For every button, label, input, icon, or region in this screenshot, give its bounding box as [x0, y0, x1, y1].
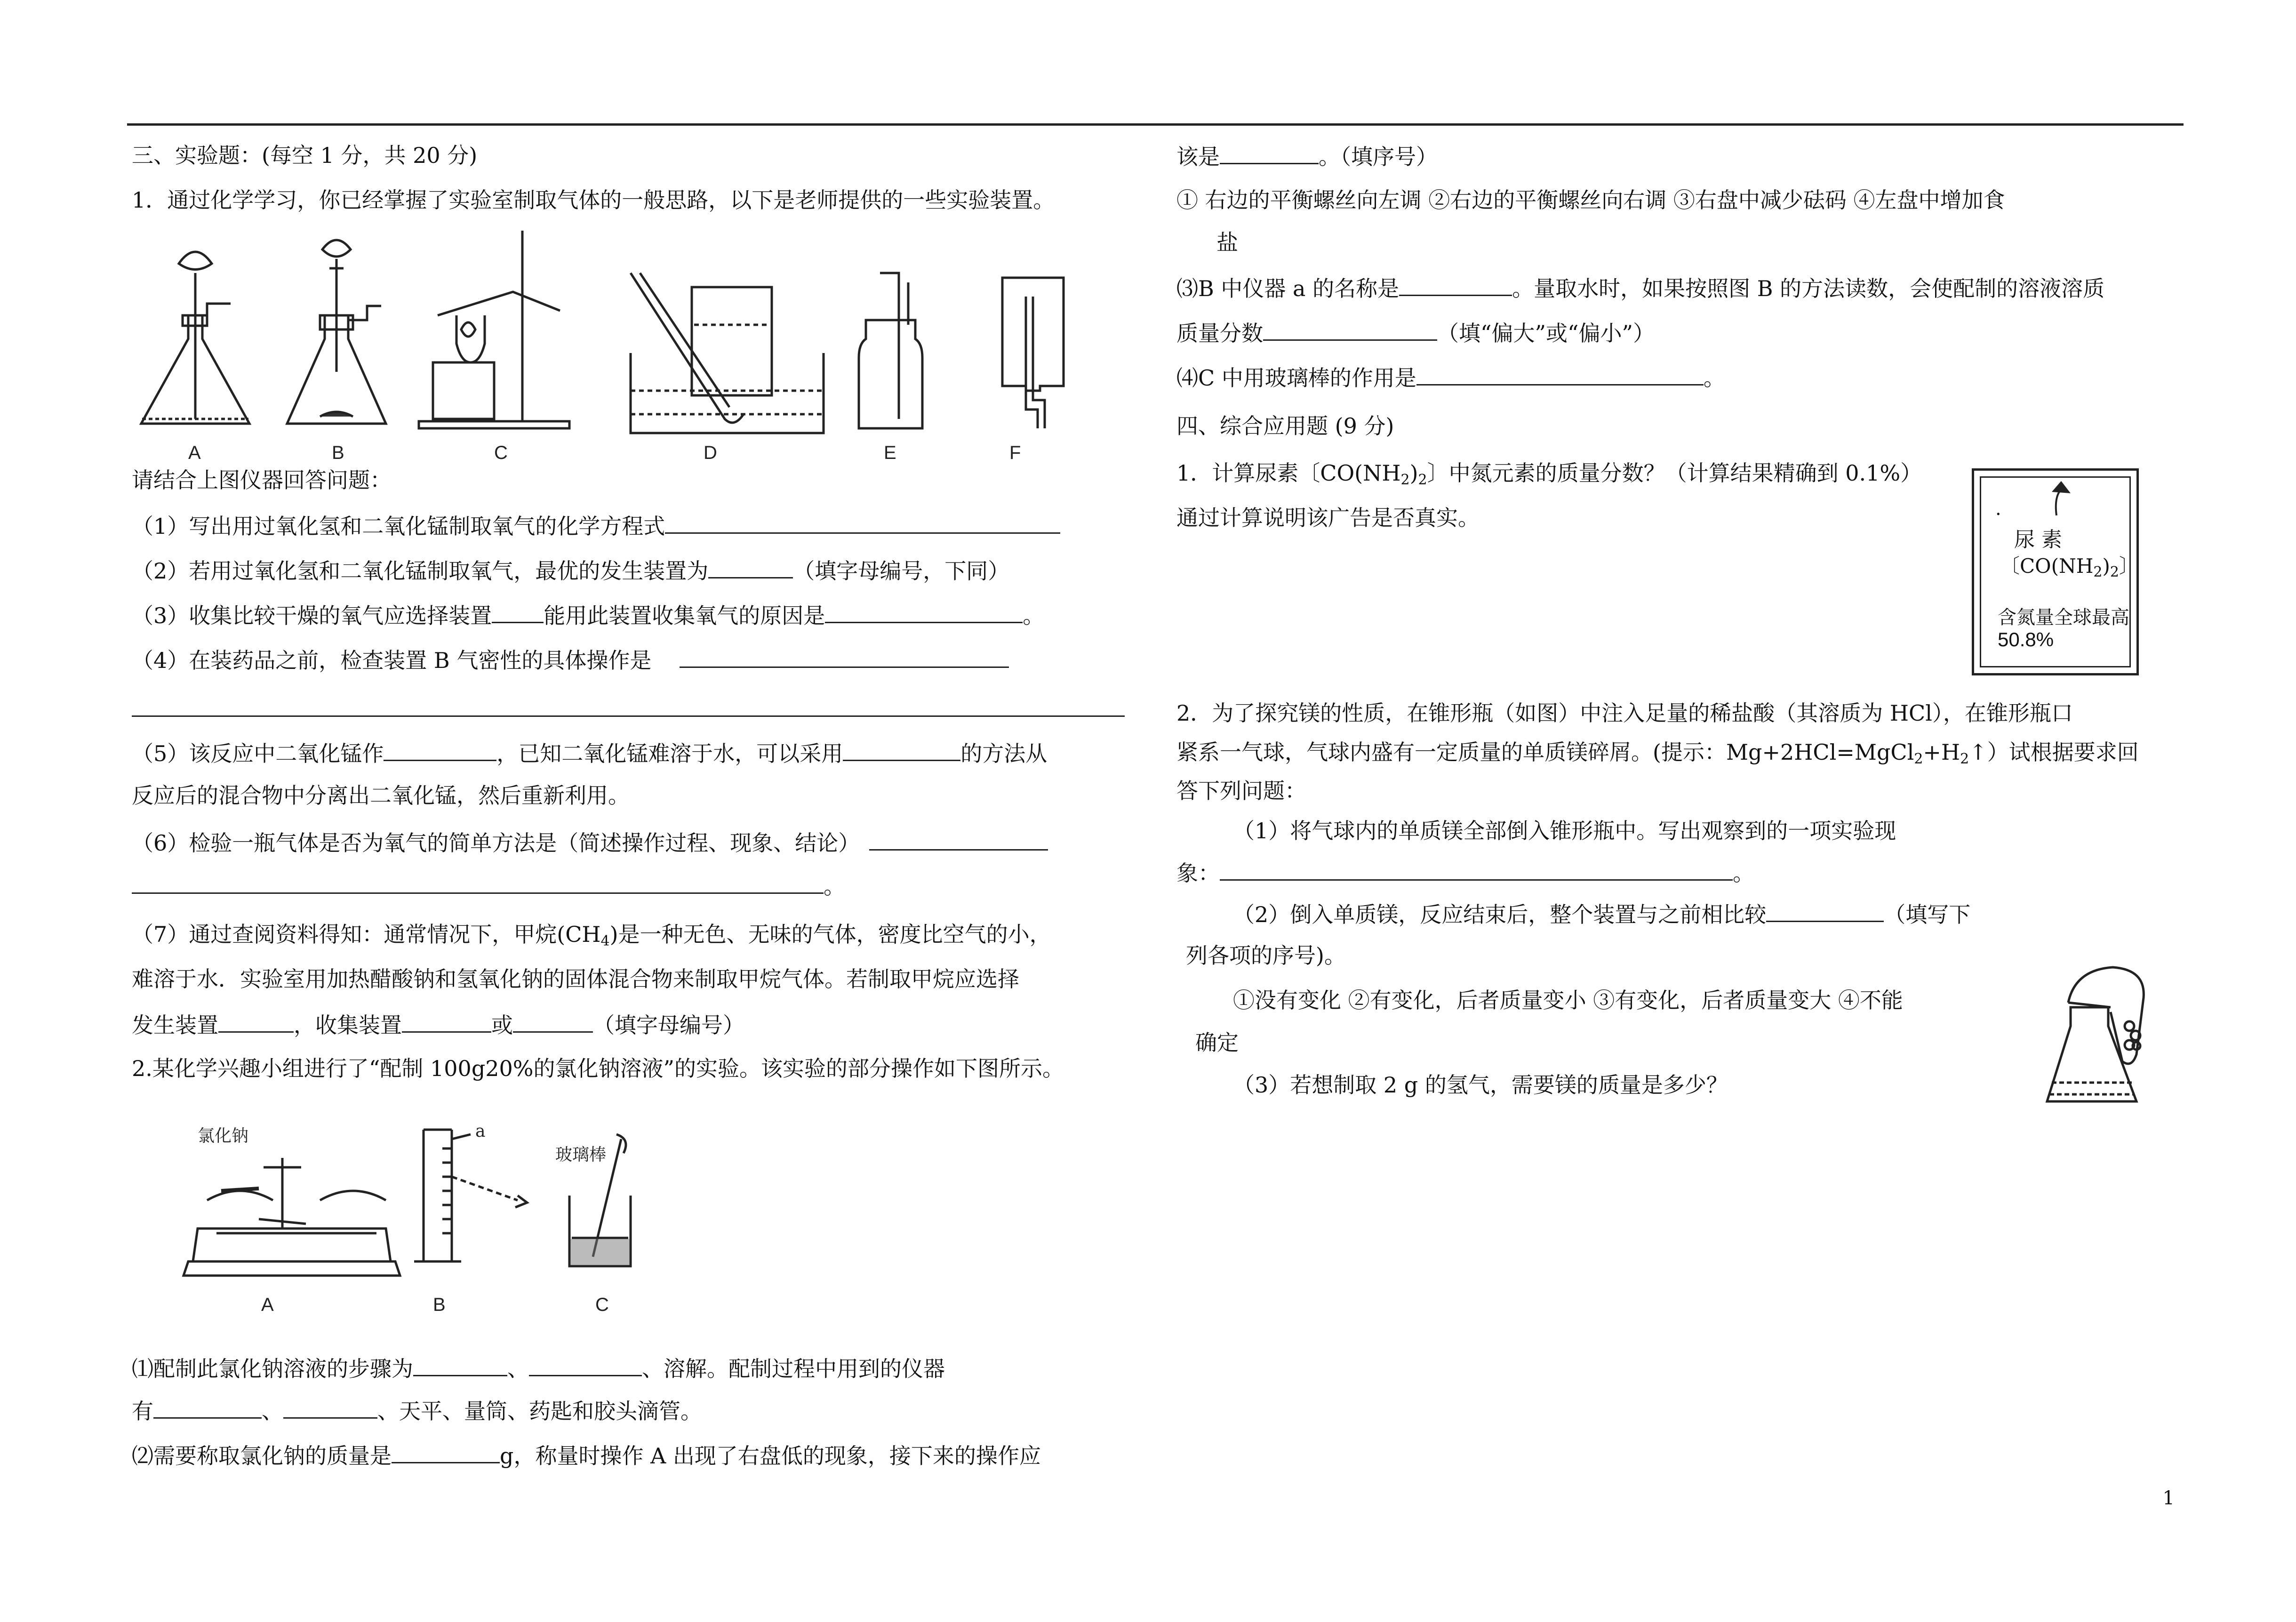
q1-4: （4）在装药品之前，检查装置 B 气密性的具体操作是	[132, 645, 1009, 674]
ad-claim: 含氮量全球最高	[1998, 607, 2129, 628]
r1: 该是 。（填序号）	[1176, 141, 1438, 171]
q1-5: （5）该反应中二氧化锰作 ，已知二氧化锰难溶于水，可以采用 的方法从	[132, 738, 1047, 768]
answer-blank[interactable]	[283, 1396, 377, 1419]
apparatus-b	[287, 240, 386, 424]
s4-q2-2: （2）倒入单质镁，反应结束后，整个装置与之前相比较 （填写下	[1233, 899, 1970, 929]
answer-blank[interactable]	[153, 1396, 262, 1419]
instrument-a-label: a	[475, 1122, 486, 1141]
apparatus-d	[631, 273, 824, 433]
s4-q2-1: （1）将气球内的单质镁全部倒入锥形瓶中。写出观察到的一项实验现	[1233, 818, 1896, 843]
r3: 盐	[1216, 230, 1238, 255]
urea-ad	[1972, 468, 2139, 675]
label-c: C	[494, 442, 508, 463]
answer-blank[interactable]	[1263, 318, 1437, 341]
answer-blank[interactable]	[413, 1353, 507, 1376]
s4-q1-cont: 通过计算说明该广告是否真实。	[1176, 505, 1480, 530]
s4-q2-1-cont: 象： 。	[1176, 858, 1754, 887]
answer-line[interactable]	[132, 715, 1125, 717]
label-b: B	[332, 442, 344, 463]
section4-title: 四、综合应用题 (9 分)	[1176, 413, 1394, 439]
s4-q2-2-cont: 列各项的序号)。	[1186, 943, 1346, 968]
answer-blank[interactable]	[132, 871, 824, 894]
answer-blank[interactable]	[1416, 362, 1704, 385]
label-e: E	[884, 442, 896, 463]
apparatus-c	[419, 231, 569, 428]
answer-blank[interactable]	[869, 827, 1048, 851]
solution-figure	[179, 1120, 649, 1318]
answer-blank[interactable]	[843, 738, 960, 761]
q1-intro: 1．通过化学学习，你已经掌握了实验室制取气体的一般思路，以下是老师提供的一些实验装置。	[132, 187, 1055, 213]
answer-blank[interactable]	[825, 600, 1023, 623]
s4-q2-options: ①没有变化 ②有变化，后者质量变小 ③有变化，后者质量变大 ④不能	[1233, 988, 1903, 1013]
label-f: F	[1009, 442, 1021, 463]
q1-3: （3）收集比较干燥的氧气应选择装置 能用此装置收集氧气的原因是 。	[132, 600, 1044, 630]
q2-1: ⑴配制此氯化钠溶液的步骤为 、 、溶解。配制过程中用到的仪器	[132, 1353, 945, 1383]
answer-blank[interactable]	[492, 600, 544, 623]
label-d: D	[704, 442, 717, 463]
apparatus-f	[1002, 278, 1064, 428]
page-number: 1	[2162, 1487, 2175, 1509]
label-a: A	[188, 442, 201, 463]
flask-balloon-figure	[2042, 956, 2155, 1111]
q1-1: （1）写出用过氧化氢和二氧化锰制取氧气的化学方程式	[132, 511, 1060, 540]
balance-a	[184, 1158, 400, 1276]
q1-6: （6）检验一瓶气体是否为氧气的简单方法是（简述操作过程、现象、结论）	[132, 827, 1048, 857]
q1-7-cont2: 发生装置 ，收集装置 或 （填字母编号）	[132, 1010, 744, 1039]
r4: ⑶B 中仪器 a 的名称是 。量取水时，如果按照图 B 的方法读数，会使配制的溶液溶质	[1176, 273, 2104, 303]
answer-blank[interactable]	[1220, 858, 1733, 881]
answer-blank[interactable]	[665, 511, 1060, 534]
q2-intro: 2.某化学兴趣小组进行了“配制 100g20%的氯化钠溶液”的实验。该实验的部分操作如下图所示。	[132, 1056, 1064, 1081]
answer-blank[interactable]	[384, 738, 496, 761]
apparatus-e	[859, 273, 922, 428]
q2-2: ⑵需要称取氯化钠的质量是 g，称量时操作 A 出现了右盘低的现象，接下来的操作应	[132, 1440, 1041, 1470]
nacl-label: 氯化钠	[198, 1126, 249, 1146]
label-c: C	[595, 1294, 609, 1315]
q1-6-cont: 。	[132, 871, 845, 900]
label-a: A	[261, 1294, 274, 1315]
ad-value: 50.8%	[1998, 628, 2054, 650]
r5: 质量分数 （填“偏大”或“偏小”）	[1176, 318, 1655, 347]
q1-2: （2）若用过氧化氢和二氧化锰制取氧气，最优的发生装置为 （填字母编号，下同）	[132, 555, 1009, 585]
s4-q2-options-cont: 确定	[1195, 1030, 1239, 1055]
arrow-icon	[2042, 480, 2075, 518]
answer-blank[interactable]	[1220, 141, 1319, 164]
section3-title: 三、实验题：(每空 1 分，共 20 分)	[132, 143, 478, 168]
ad-dot: ·	[1995, 504, 2001, 525]
apparatus-a	[141, 252, 249, 424]
answer-blank[interactable]	[402, 1010, 491, 1033]
r2: ① 右边的平衡螺丝向左调 ②右边的平衡螺丝向右调 ③右盘中减少砝码 ④左盘中增加食	[1176, 187, 2005, 213]
answer-blank[interactable]	[708, 555, 793, 578]
s4-q1: 1．计算尿素〔$CO(NH_2)_2$〕中氮元素的质量分数？（计算结果精确到 0.1%）	[1176, 460, 1922, 488]
label-b: B	[433, 1294, 446, 1315]
glass-rod-label: 玻璃棒	[555, 1145, 607, 1164]
answer-blank[interactable]	[529, 1353, 642, 1376]
ad-name: 尿 素	[2014, 528, 2062, 552]
s4-q2-cont2: 答下列问题：	[1176, 778, 1306, 803]
ad-formula: 〔$CO(NH_2)_2$〕	[2000, 554, 2139, 580]
s4-q2: 2．为了探究镁的性质，在锥形瓶（如图）中注入足量的稀盐酸（其溶质为 HCl），在锥形瓶口	[1176, 700, 2073, 726]
q2-1-cont: 有 、 、天平、量筒、药匙和胶头滴管。	[132, 1396, 702, 1425]
q1-5-cont: 反应后的混合物中分离出二氧化锰，然后重新利用。	[132, 783, 630, 808]
answer-blank[interactable]	[1399, 273, 1512, 296]
answer-blank[interactable]	[218, 1010, 294, 1033]
s4-q2-3: （3）若想制取 2 g 的氢气，需要镁的质量是多少？	[1233, 1072, 1728, 1098]
q1-7-cont: 难溶于水．实验室用加热醋酸钠和氢氧化钠的固体混合物来制取甲烷气体。若制取甲烷应选择	[132, 966, 1019, 992]
r6: ⑷C 中用玻璃棒的作用是 。	[1176, 362, 1725, 392]
top-rule	[127, 123, 2184, 126]
answer-blank[interactable]	[392, 1440, 500, 1463]
s4-q2-cont: 紧系一气球，气球内盛有一定质量的单质镁碎屑。(提示：$Mg+2HCl=MgCl_2+H_2↑$）试根据要求回	[1176, 739, 2139, 767]
q1-7: （7）通过查阅资料得知：通常情况下，甲烷$(CH_4)$是一种无色、无味的气体，密度比空气的小，	[132, 922, 1051, 949]
apparatus-figure	[132, 221, 1096, 466]
cylinder-b	[414, 1130, 527, 1261]
answer-blank[interactable]	[680, 645, 1009, 668]
answer-blank[interactable]	[513, 1010, 593, 1033]
answer-blank[interactable]	[1766, 899, 1884, 922]
q1-prompt: 请结合上图仪器回答问题：	[132, 467, 392, 493]
